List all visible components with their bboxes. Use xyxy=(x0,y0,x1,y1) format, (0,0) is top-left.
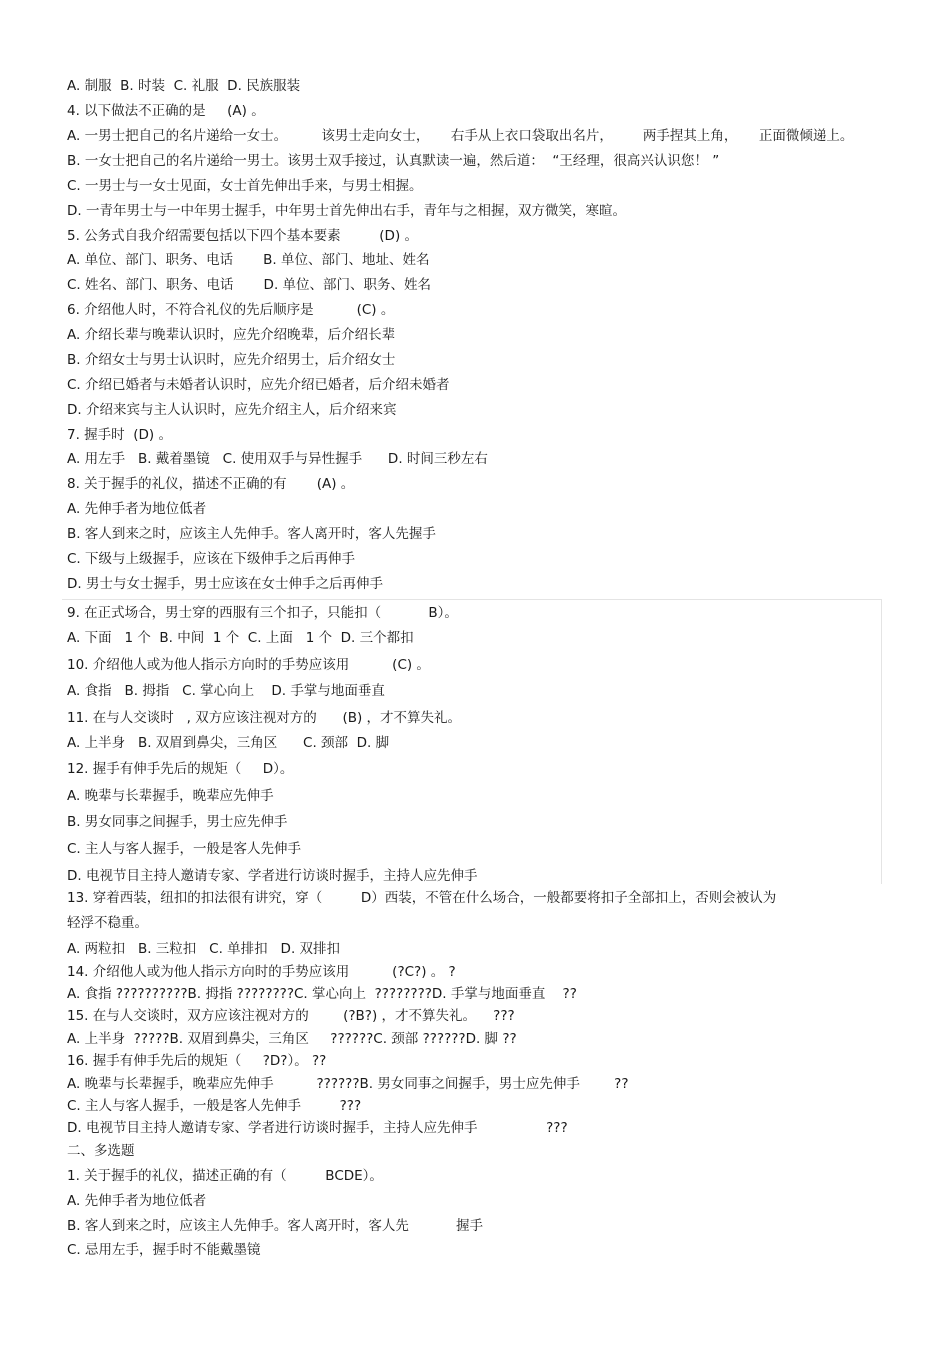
text-line: C. 姓名、部门、职务、电话 D. 单位、部门、职务、姓名 xyxy=(67,277,432,293)
text-line: 二、多选题 xyxy=(67,1143,135,1159)
text-line: A. 上半身 ?????B. 双眉到鼻尖，三角区 ??????C. 颈部 ??????D. 脚 ?? xyxy=(67,1031,517,1047)
text-line: 10. 介绍他人或为他人指示方向时的手势应该用 (C) 。 xyxy=(67,657,430,673)
text-line: C. 下级与上级握手，应该在下级伸手之后再伸手 xyxy=(67,551,356,567)
text-line: D. 一青年男士与一中年男士握手，中年男士首先伸出右手，青年与之相握，双方微笑，寒暄。 xyxy=(67,203,626,219)
text-line: 16. 握手有伸手先后的规矩（ ?D?）。 ?? xyxy=(67,1053,327,1069)
text-line: A. 食指 ??????????B. 拇指 ????????C. 掌心向上 ????????D. 手掌与地面垂直 ?? xyxy=(67,986,577,1002)
text-line: 14. 介绍他人或为他人指示方向时的手势应该用 (?C?) 。 ? xyxy=(67,964,456,980)
text-line: 15. 在与人交谈时，双方应该注视对方的 (?B?) ，才不算失礼。 ??? xyxy=(67,1008,515,1024)
text-line: D. 介绍来宾与主人认识时，应先介绍主人，后介绍来宾 xyxy=(67,402,397,418)
text-line: A. 一男士把自己的名片递给一女士。 该男士走向女士， 右手从上衣口袋取出名片， 两手捏其上角， 正面微倾递上。 xyxy=(67,128,854,144)
text-line: A. 介绍长辈与晚辈认识时，应先介绍晚辈，后介绍长辈 xyxy=(67,327,396,343)
text-line: D. 男士与女士握手，男士应该在女士伸手之后再伸手 xyxy=(67,576,383,592)
text-line: C. 一男士与一女士见面，女士首先伸出手来，与男士相握。 xyxy=(67,178,423,194)
text-line: A. 制服 B. 时装 C. 礼服 D. 民族服装 xyxy=(67,78,301,94)
text-line: A. 用左手 B. 戴着墨镜 C. 使用双手与异性握手 D. 时间三秒左右 xyxy=(67,451,488,467)
text-line: A. 单位、部门、职务、电话 B. 单位、部门、地址、姓名 xyxy=(67,252,430,268)
text-line: A. 先伸手者为地位低者 xyxy=(67,501,207,517)
text-line: 7. 握手时 (D) 。 xyxy=(67,427,172,443)
text-line: 11. 在与人交谈时 , 双方应该注视对方的 (B) ，才不算失礼。 xyxy=(67,710,462,726)
text-line: B. 客人到来之时，应该主人先伸手。客人离开时，客人先 握手 xyxy=(67,1218,484,1234)
text-line: A. 先伸手者为地位低者 xyxy=(67,1193,207,1209)
text-line: D. 电视节目主持人邀请专家、学者进行访谈时握手，主持人应先伸手 ??? xyxy=(67,1120,568,1136)
text-line: A. 下面 1 个 B. 中间 1 个 C. 上面 1 个 D. 三个都扣 xyxy=(67,630,414,646)
text-line: A. 食指 B. 拇指 C. 掌心向上 D. 手掌与地面垂直 xyxy=(67,683,385,699)
text-line: C. 主人与客人握手，一般是客人先伸手 ??? xyxy=(67,1098,362,1114)
text-line: 12. 握手有伸手先后的规矩（ D）。 xyxy=(67,761,294,777)
text-line: 8. 关于握手的礼仪，描述不正确的有 (A) 。 xyxy=(67,476,355,492)
text-line: B. 男女同事之间握手，男士应先伸手 xyxy=(67,814,288,830)
text-line: B. 客人到来之时，应该主人先伸手。客人离开时，客人先握手 xyxy=(67,526,436,542)
text-line: 1. 关于握手的礼仪，描述正确的有（ BCDE）。 xyxy=(67,1168,383,1184)
text-line: A. 上半身 B. 双眉到鼻尖，三角区 C. 颈部 D. 脚 xyxy=(67,735,390,751)
text-line: A. 晚辈与长辈握手，晚辈应先伸手 xyxy=(67,788,274,804)
text-line: C. 介绍已婚者与未婚者认识时，应先介绍已婚者，后介绍未婚者 xyxy=(67,377,450,393)
text-line: A. 晚辈与长辈握手，晚辈应先伸手 ??????B. 男女同事之间握手，男士应先伸手 ?? xyxy=(67,1076,629,1092)
text-line: B. 一女士把自己的名片递给一男士。该男士双手接过，认真默读一遍，然后道： “王经理，很高兴认识您！ ” xyxy=(67,153,720,169)
text-line: 轻浮不稳重。 xyxy=(67,915,148,931)
text-line: D. 电视节目主持人邀请专家、学者进行访谈时握手，主持人应先伸手 xyxy=(67,868,478,884)
text-line: 5. 公务式自我介绍需要包括以下四个基本要素 (D) 。 xyxy=(67,228,419,244)
text-line: B. 介绍女士与男士认识时，应先介绍男士，后介绍女士 xyxy=(67,352,396,368)
text-line: C. 忌用左手，握手时不能戴墨镜 xyxy=(67,1242,261,1258)
text-line: C. 主人与客人握手，一般是客人先伸手 xyxy=(67,841,302,857)
text-line: 6. 介绍他人时，不符合礼仪的先后顺序是 (C) 。 xyxy=(67,302,395,318)
text-line: 13. 穿着西装，纽扣的扣法很有讲究，穿（ D）西装，不管在什么场合，一般都要将扣子全部扣上，否则会被认为 xyxy=(67,890,777,906)
text-line: 9. 在正式场合，男士穿的西服有三个扣子，只能扣（ B）。 xyxy=(67,605,458,621)
text-line: A. 两粒扣 B. 三粒扣 C. 单排扣 D. 双排扣 xyxy=(67,941,341,957)
text-line: 4. 以下做法不正确的是 (A) 。 xyxy=(67,103,265,119)
